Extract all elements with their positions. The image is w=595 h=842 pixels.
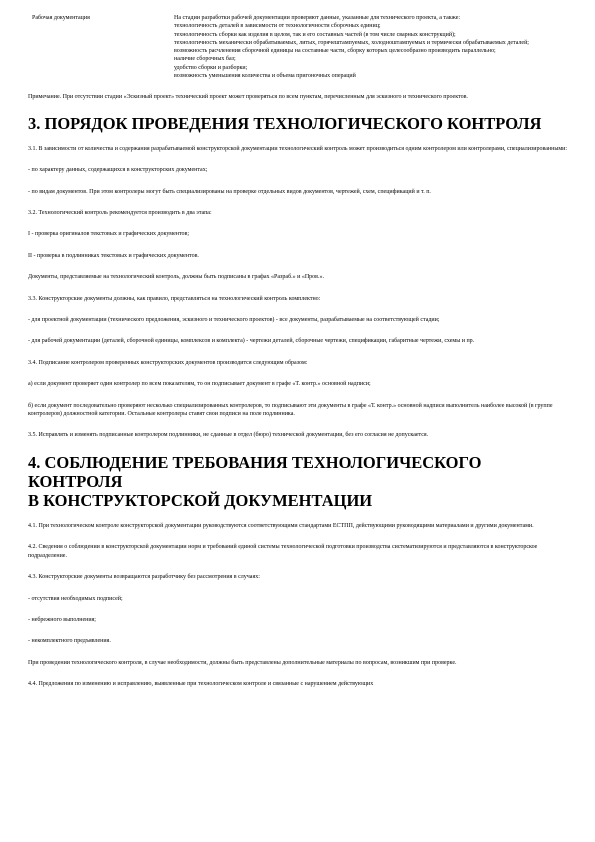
document-page (28, 14, 568, 689)
table-line: технологичность сборки как изделия в целом, так и его составных частей (в том числе сварных конструкций); (174, 31, 456, 38)
table-line: возможность расчленения сборочной единицы на составные части, сборку которых целесообразно производить параллельно; (174, 48, 496, 55)
heading-line: В КОНСТРУКТОРСКОЙ ДОКУМЕНТАЦИИ (28, 490, 373, 510)
paragraph: 3.5. Исправлять и изменять подписанные контролером подлинники, не сданные в отдел (бюро) технической документации, без его согласия не допускается. (28, 432, 429, 439)
paragraph: Документы, представляемые на технологический контроль, должны быть подписаны в графах «Разраб.» и «Пров.». (28, 274, 324, 281)
paragraph: I - проверка оригиналов текстовых и графических документов; (28, 231, 189, 238)
paragraph: 3.4. Подписание контролером проверенных конструкторских документов производится следующим образом: (28, 359, 308, 366)
paragraph: 4.1. При технологическом контроле конструкторской документации руководствуются соответствующими стандартами ЕСТПП, действующими руководящими материалами и другими документами. (28, 522, 534, 529)
table-line: технологичность механически обрабатываемых, литых, горячештампуемых, холодноштампуемых и термически обрабатываемых деталей; (174, 39, 529, 46)
heading-line: КОНТРОЛЯ (28, 471, 123, 491)
documentation-table (28, 14, 568, 80)
paragraph: - для проектной документации (технического предложения, эскизного и технического проектов) - все документы, разрабатываемые на соответствующей стадии; (28, 317, 440, 324)
paragraph: 3.2. Технологический контроль рекомендуется производить в два этапа: (28, 210, 212, 216)
paragraph: При проведении технологического контроля, в случае необходимости, должны быть представлены дополнительные материалы по вопросам, возникшим при проверке. (28, 659, 457, 666)
paragraph: - некомплектного предъявления. (28, 638, 111, 645)
table-line: удобство сборки и разборки; (174, 64, 248, 71)
paragraph: б) если документ последовательно проверяют несколько специализированных контролеров, то подписывают эти документы в графе «Т. контр.» основной надписи выполнитель наиболее высокой (в группе контролеров) должностной категории. Остальные контролеры ставят свои подписи на поле подлинника. (28, 402, 553, 418)
paragraph: 4.4. Предложения по изменению и исправлению, выявленные при технологическом контроле и связанные с нарушением действующих (28, 681, 374, 688)
paragraph: - отсутствия необходимых подписей; (28, 595, 123, 602)
table-line: возможность уменьшения количества и объема пригоночных операций (174, 73, 356, 80)
paragraph: II - проверка в подлинниках текстовых и графических документов. (28, 252, 199, 259)
table-line: На стадии разработки рабочей документации проверяют данные, указанные для технического проекта, а также: (174, 15, 461, 21)
section-3-heading: 3. ПОРЯДОК ПРОВЕДЕНИЯ ТЕХНОЛОГИЧЕСКОГО КОНТРОЛЯ (28, 113, 542, 133)
paragraph: 4.3. Конструкторские документы возвращаются разработчику без рассмотрения в случаях: (28, 574, 260, 581)
paragraph: - для рабочей документации (деталей, сборочной единицы, комплексов и комплекта) - чертежи деталей, сборочные чертежи, спецификации, габаритные чертежи, схемы и пр. (28, 338, 475, 345)
paragraph: 4.2. Сведения о соблюдении в конструкторской документации норм и требований единой системы технологической подготовки производства систематизируются и представляются в конструкторское подразделение. (28, 544, 538, 559)
heading-line: 4. СОБЛЮДЕНИЕ ТРЕБОВАНИЯ ТЕХНОЛОГИЧЕСКОГО (28, 452, 482, 472)
paragraph: 3.1. В зависимости от количества и содержания разрабатываемой конструкторской документации технологический контроль может производиться одним контролером или контролерами, специализированными: (28, 145, 568, 152)
table-line: наличие сборочных баз; (174, 56, 236, 63)
table-line: технологичность деталей в зависимости от технологичности сборочных единиц; (174, 23, 381, 30)
paragraph: - по характеру данных, содержащихся в конструкторских документах; (28, 167, 208, 174)
paragraph: 3.3. Конструкторские документы должны, как правило, представляться на технологический контроль комплектно: (28, 295, 321, 302)
note-paragraph: Примечание. При отсутствии стадии «Эскизный проект» технический проект может проверяться по всем пунктам, перечисленным для эскизного и технического проектов. (28, 94, 468, 101)
table-left-cell: Рабочая документация (32, 15, 90, 21)
paragraph: - по видам документов. При этом контролеры могут быть специализированы на проверке отдельных видов документов, чертежей, схем, спецификаций и т. п. (28, 188, 431, 195)
section-4-heading (28, 453, 568, 510)
paragraph: а) если документ проверяет один контролер по всем показателям, то он подписывает документ в графе «Т. контр.» основной надписи; (28, 381, 371, 388)
paragraph: - небрежного выполнения; (28, 616, 96, 623)
table-right-cell (174, 14, 568, 80)
